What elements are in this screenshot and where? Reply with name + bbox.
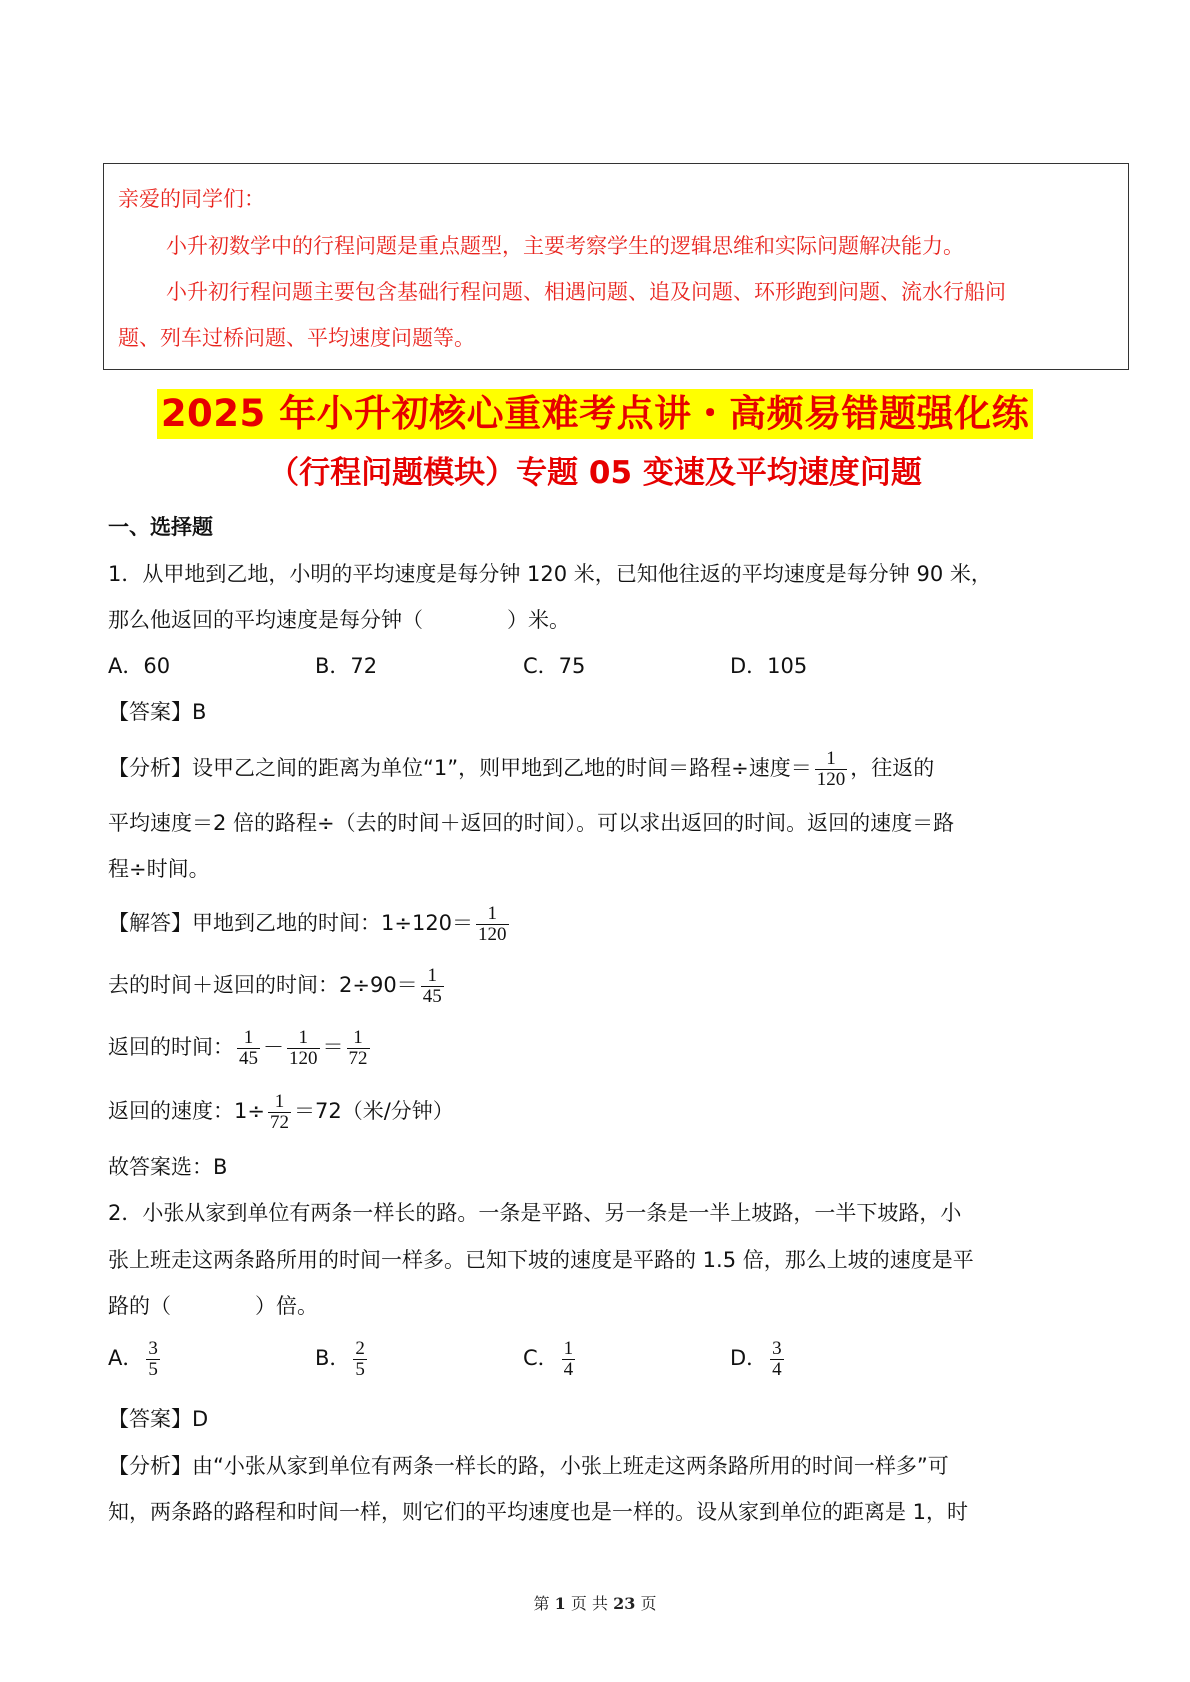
q1-stem-line-1: 1．从甲地到乙地，小明的平均速度是每分钟 120 米，已知他往返的平均速度是每分钟 90 米， (108, 562, 992, 586)
q2-stem-line-3: 路的（ ）倍。 (108, 1294, 318, 1318)
fraction-3-4: $\frac{3}{4}$ (772, 1337, 782, 1380)
q1-analysis-text-b: ，往返的 (850, 756, 935, 780)
fraction-1-45: $\frac{1}{45}$ (422, 964, 442, 1007)
fraction-1-72: $\frac{1}{72}$ (348, 1026, 368, 1069)
q2-option-a: A． $\frac{3}{5}$ (108, 1337, 158, 1380)
q1-answer (108, 698, 206, 726)
q1-option-b: B．72 (315, 654, 378, 678)
q2-option-c: C． $\frac{1}{4}$ (523, 1337, 574, 1380)
q1-option-d: D．105 (730, 654, 808, 678)
q1-analysis-line-3: 程÷时间。 (108, 857, 210, 881)
q1-solution-step-1: 【解答】甲地到乙地的时间：1÷120＝ $\frac{1}{120}$ (108, 902, 507, 945)
q1-option-a: A．60 (108, 654, 171, 678)
fraction-2-5: $\frac{2}{5}$ (355, 1337, 365, 1380)
intro-paragraph-1: 小升初数学中的行程问题是重点题型，主要考察学生的逻辑思维和实际问题解决能力。 (166, 234, 964, 258)
fraction-1-4: $\frac{1}{4}$ (563, 1337, 574, 1380)
intro-greeting: 亲爱的同学们： (118, 187, 265, 211)
sub-title: （行程问题模块）专题 05 变速及平均速度问题 (268, 455, 922, 491)
fraction-1-120: $\frac{1}{120}$ (289, 1026, 318, 1069)
q1-option-c: C．75 (523, 654, 586, 678)
q1-solution-step-3: 返回的时间： $\frac{1}{45}$ － $\frac{1}{120}$ ＝ $\frac{1}{72}$ (108, 1026, 368, 1069)
intro-paragraph-2-line-2: 题、列车过桥问题、平均速度问题等。 (118, 326, 475, 350)
page-footer: 第 1 页 共 23 页 (533, 1594, 657, 1613)
q2-analysis-line-1: 【分析】由“小张从家到单位有两条一样长的路，小张上班走这两条路所用的时间一样多”可 (108, 1454, 949, 1478)
fraction-1-45: $\frac{1}{45}$ (239, 1026, 258, 1069)
q1-analysis-line-2: 平均速度＝2 倍的路程÷（去的时间＋返回的时间）。可以求出返回的时间。返回的速度＝路 (108, 811, 955, 835)
q2-answer-value: D (192, 1407, 209, 1431)
page-number: 1 (554, 1594, 566, 1613)
q1-answer-value: B (192, 700, 207, 724)
q2-analysis-line-2: 知，两条路的路程和时间一样，则它们的平均速度也是一样的。设从家到单位的距离是 1，时 (108, 1500, 969, 1524)
q2-answer (108, 1405, 208, 1433)
fraction-1-72: $\frac{1}{72}$ (269, 1090, 289, 1133)
q2-stem-line-1: 2．小张从家到单位有两条一样长的路。一条是平路、另一条是一半上坡路，一半下坡路，小 (108, 1201, 962, 1225)
fraction-1-120: $\frac{1}{120}$ (478, 902, 507, 945)
intro-box (103, 163, 1129, 370)
q1-solution-label: 【解答】 (108, 911, 192, 935)
q1-analysis-line-1 (108, 740, 934, 796)
q1-solution-step-4: 返回的速度：1÷ $\frac{1}{72}$ ＝72（米/分钟） (108, 1090, 454, 1133)
q2-answer-label: 【答案】 (108, 1407, 192, 1431)
q1-conclusion: 故答案选：B (108, 1155, 228, 1179)
q1-analysis-text-a: 设甲乙之间的距离为单位“1”，则甲地到乙地的时间＝路程÷速度＝ (192, 756, 812, 780)
intro-paragraph-2-line-1: 小升初行程问题主要包含基础行程问题、相遇问题、追及问题、环形跑到问题、流水行船问 (166, 280, 1006, 304)
main-title-wrap (0, 389, 1190, 439)
q1-stem-line-2: 那么他返回的平均速度是每分钟（ ）米。 (108, 608, 570, 632)
q1-solution-step-2: 去的时间＋返回的时间：2÷90＝ $\frac{1}{45}$ (108, 964, 442, 1007)
fraction-3-5: $\frac{3}{5}$ (148, 1337, 158, 1380)
page-total: 23 (613, 1594, 636, 1613)
fraction-1-120: $\frac{1}{120}$ (816, 747, 846, 790)
q1-analysis-label: 【分析】 (108, 756, 192, 780)
q1-answer-label: 【答案】 (108, 700, 192, 724)
q2-analysis-label: 【分析】 (108, 1454, 192, 1478)
q2-stem-line-2: 张上班走这两条路所用的时间一样多。已知下坡的速度是平路的 1.5 倍，那么上坡的速度是平 (108, 1248, 974, 1272)
main-title: 2025 年小升初核心重难考点讲・高频易错题强化练 (157, 389, 1033, 439)
q2-option-b: B． $\frac{2}{5}$ (315, 1337, 365, 1380)
q2-option-d: D． $\frac{3}{4}$ (730, 1337, 782, 1380)
section-heading: 一、选择题 (108, 515, 213, 539)
